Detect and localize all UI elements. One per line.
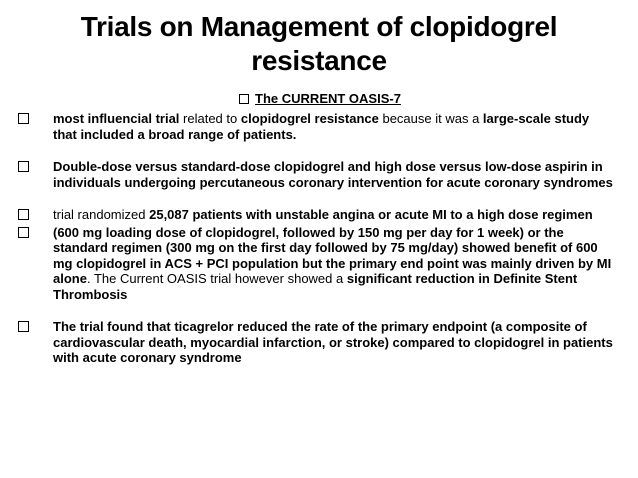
checkbox-square-icon	[239, 94, 249, 104]
bullet-segment: 25,087 patients with unstable angina or acute MI to a high dose regimen	[149, 207, 593, 222]
bullet-segment: most influencial trial	[53, 111, 180, 126]
bullet-text	[53, 319, 613, 365]
bullet-segment: trial randomized	[53, 207, 150, 222]
bullet-text	[53, 207, 593, 222]
bullet-segment: related to	[179, 111, 241, 126]
bullet-segment: The trial found that ticagrelor reduced the rate of the primary endpoint (a composite of cardiovascular death, myocardial infarction, or stroke) compared to clopidogrel in patients with acute coronary syndrome	[53, 319, 613, 365]
checkbox-square-icon	[18, 113, 29, 124]
bullet-text	[53, 111, 589, 142]
subheading	[200, 91, 440, 107]
checkbox-square-icon	[18, 227, 29, 238]
bullet-segment: because it was a	[378, 111, 483, 126]
bullet-list	[14, 111, 614, 366]
bullet-segment: Double-dose versus standard-dose clopidogrel and high dose versus low-dose aspirin in individuals undergoing percutaneous coronary intervention for acute coronary syndromes	[53, 159, 613, 190]
bullet-item	[14, 225, 614, 303]
bullet-text	[53, 225, 611, 302]
bullet-item	[14, 207, 614, 223]
bullet-item	[14, 111, 614, 142]
bullet-segment: . The Current OASIS trial however showed a	[86, 271, 347, 286]
subheading-text: The CURRENT OASIS-7	[255, 91, 401, 106]
bullet-segment: significant reduction in Definite Stent Thrombosis	[53, 271, 578, 302]
slide-title: Trials on Management of clopidogrel resistance	[80, 11, 558, 76]
checkbox-square-icon	[18, 321, 29, 332]
checkbox-square-icon	[18, 209, 29, 220]
bullet-segment: large-scale study that included a broad range of patients.	[53, 111, 590, 142]
bullet-segment: (600 mg loading dose of clopidogrel, followed by 150 mg per day for 1 week) or the standard regimen (300 mg on the first day followed by 75 mg/day) showed benefit of 600 mg clopidogrel in ACS + PCI population but the primary end point was mainly driven by MI alone	[53, 224, 612, 286]
bullet-text	[53, 159, 613, 190]
checkbox-square-icon	[18, 161, 29, 172]
bullet-item	[14, 159, 614, 190]
bullet-item	[14, 319, 614, 366]
bullet-segment: clopidogrel resistance	[240, 111, 379, 126]
